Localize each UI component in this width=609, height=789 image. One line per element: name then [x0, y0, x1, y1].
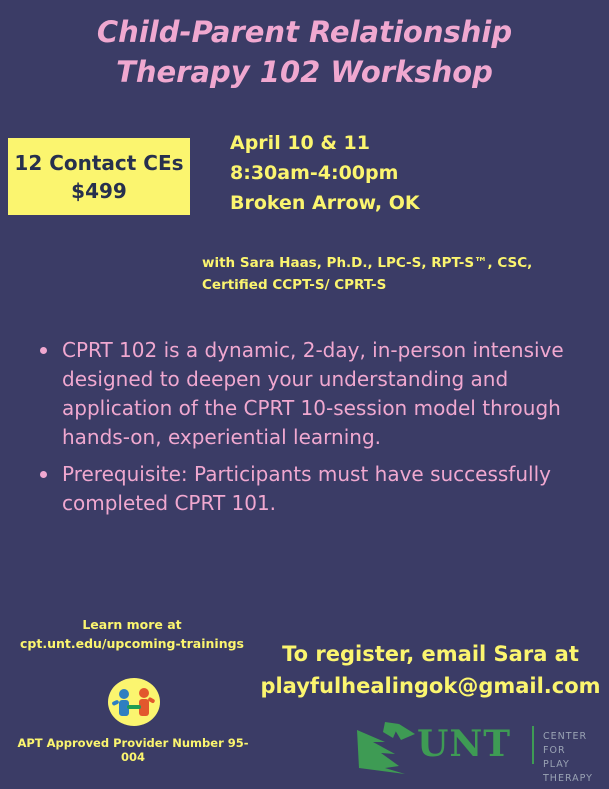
unt-subtitle — [543, 730, 595, 786]
unt-wordmark: UNT — [417, 723, 512, 765]
bullet-dot-icon — [40, 471, 47, 478]
unt-logo-divider — [532, 726, 534, 764]
event-dates: April 10 & 11 — [230, 132, 370, 154]
register-label: To register, email Sara at — [282, 642, 579, 666]
event-details — [230, 128, 600, 218]
list-item — [34, 336, 586, 452]
presenter-line-2: Certified CCPT-S/ CPRT-S — [202, 277, 387, 293]
learn-more-url[interactable]: cpt.unt.edu/upcoming-trainings — [19, 636, 244, 651]
list-item-text: Prerequisite: Participants must have successfully completed CPRT 101. — [62, 462, 551, 515]
ce-price-badge — [8, 138, 190, 215]
title-line-1: Child-Parent Relationship — [96, 15, 513, 49]
contact-ces-label: 12 Contact CEs — [14, 150, 184, 175]
event-time: 8:30am-4:00pm — [230, 162, 399, 184]
page-title — [0, 12, 609, 92]
event-location: Broken Arrow, OK — [230, 192, 420, 214]
register-block — [258, 638, 603, 702]
unt-subtitle-line-2: PLAY THERAPY — [543, 759, 593, 784]
apt-play-therapy-icon — [108, 678, 160, 726]
unt-subtitle-line-1: CENTER FOR — [543, 731, 588, 756]
description-list — [34, 336, 586, 526]
title-line-2: Therapy 102 Workshop — [116, 55, 493, 89]
apt-logo-figures — [108, 678, 160, 726]
presenter-line-1: with Sara Haas, Ph.D., LPC-S, RPT-S™, CSC, — [202, 255, 533, 271]
list-item-text: CPRT 102 is a dynamic, 2-day, in-person intensive designed to deepen your understanding and application of the CPRT 10-session model through hands-on, experiential learning. — [62, 338, 564, 449]
learn-more-block — [12, 615, 252, 653]
learn-more-label: Learn more at — [82, 617, 182, 632]
list-item — [34, 460, 586, 518]
price-label: $499 — [71, 178, 127, 203]
register-email[interactable]: playfulhealingok@gmail.com — [260, 674, 601, 698]
unt-eagle-icon — [355, 720, 417, 776]
bullet-dot-icon — [40, 347, 47, 354]
unt-center-for-play-therapy-logo — [355, 716, 595, 784]
presenter-credentials — [202, 252, 602, 296]
apt-approval-text: APT Approved Provider Number 95-004 — [17, 736, 249, 764]
